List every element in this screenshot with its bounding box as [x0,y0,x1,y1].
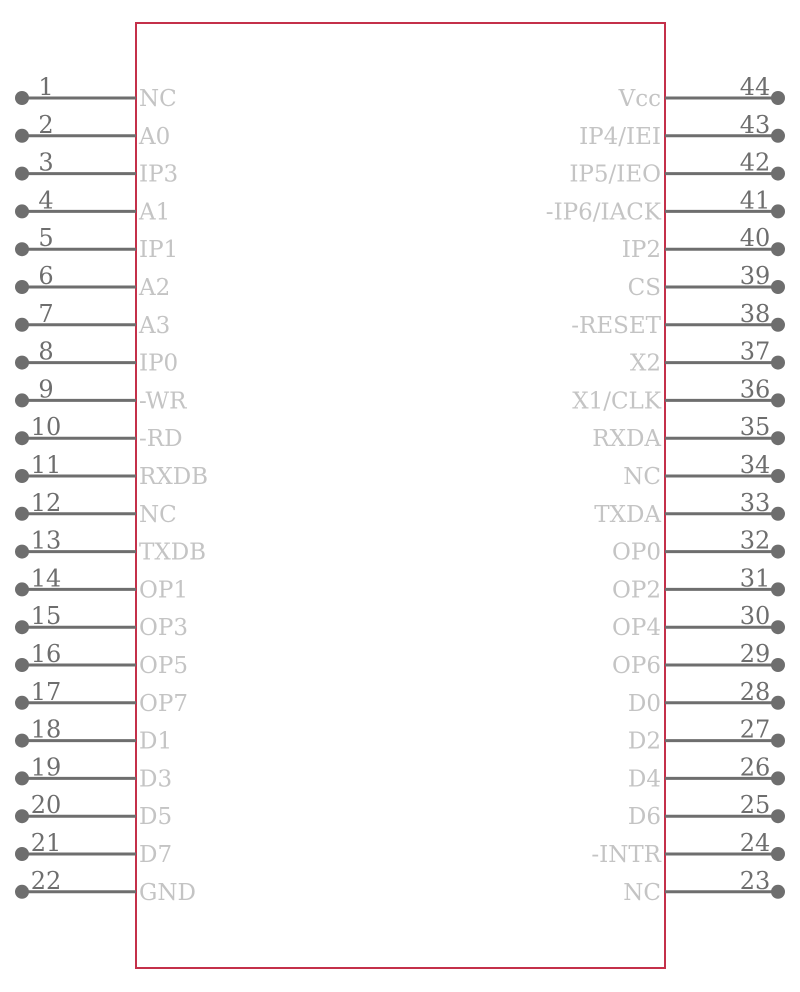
pin-29 [612,640,785,679]
pin-number: 11 [30,451,62,479]
pin-endpoint [15,431,29,445]
pin-name: IP1 [139,237,179,264]
pin-33 [594,489,785,528]
pin-endpoint [771,242,785,256]
pin-number: 3 [38,148,54,177]
pin-name: D3 [139,766,173,793]
pin-name: D4 [627,766,661,793]
pin-number: 31 [739,564,771,593]
pin-number: 41 [739,186,771,215]
pin-name: Vcc [618,86,661,112]
pin-name: -INTR [591,842,661,868]
pin-number: 1 [38,73,54,101]
pin-endpoint [15,167,29,181]
pin-14 [15,564,188,603]
pin-11 [15,451,208,490]
pin-name: D7 [139,842,173,868]
pin-endpoint [15,356,29,370]
pin-name: OP0 [612,539,661,566]
pin-endpoint [771,582,785,596]
pin-number: 28 [739,677,771,706]
pin-number: 2 [38,110,54,139]
pin-name: X2 [629,350,661,377]
pin-number: 27 [739,715,771,744]
pin-13 [15,527,206,566]
pin-name: NC [139,501,177,528]
pin-1 [15,73,177,112]
pin-number: 16 [30,640,62,668]
pin-16 [15,640,188,679]
pin-endpoint [15,809,29,823]
pin-number: 33 [739,488,771,517]
pin-name: NC [623,879,661,906]
pin-name: TXDB [139,539,207,566]
pin-name: OP5 [139,653,188,679]
pin-name: X1/CLK [572,388,661,415]
pin-3 [15,149,178,188]
pin-endpoint [15,318,29,332]
pin-name: TXDA [594,501,661,528]
pin-endpoint [15,734,29,748]
pin-27 [628,716,785,755]
pin-number: 17 [30,677,62,706]
pin-26 [628,753,785,792]
pin-name: RXDB [139,464,209,490]
pin-endpoint [771,847,785,861]
pin-name: IP0 [139,350,179,377]
pin-name: IP2 [621,237,661,264]
pin-endpoint [771,696,785,710]
pin-22 [15,867,196,906]
pin-number: 29 [739,640,771,668]
pin-number: 13 [30,526,62,555]
pin-42 [569,149,785,188]
pin-name: D2 [627,728,661,755]
pin-number: 26 [739,753,771,782]
pin-number: 44 [739,73,771,101]
pin-endpoint [771,280,785,294]
pin-number: 9 [38,375,54,404]
pin-name: OP3 [139,615,188,642]
pin-2 [15,111,170,150]
pin-name: IP5/IEO [569,161,661,188]
pin-endpoint [771,771,785,785]
pin-number: 12 [30,488,62,517]
pin-name: OP1 [139,577,188,604]
pin-endpoint [771,545,785,559]
pin-number: 4 [38,186,54,215]
pin-endpoint [15,620,29,634]
pin-10 [15,413,183,452]
pin-endpoint [15,582,29,596]
pin-endpoint [771,658,785,672]
pin-name: -IP6/IACK [545,199,661,226]
pin-name: OP2 [612,577,661,604]
pin-7 [15,300,170,339]
pin-name: D5 [139,804,173,831]
pin-name: D1 [139,728,173,755]
pin-name: D6 [627,804,661,831]
pin-19 [15,753,172,792]
left-pin-column [15,73,208,906]
pin-35 [592,413,785,452]
pin-number: 38 [739,299,771,328]
pin-number: 6 [38,262,54,290]
pin-28 [628,678,785,717]
pin-name: A0 [139,123,171,150]
pin-25 [628,791,785,830]
pin-15 [15,602,188,641]
pin-number: 37 [739,337,771,366]
pin-number: 22 [30,866,62,895]
pin-number: 5 [38,224,54,253]
pin-endpoint [771,809,785,823]
pin-name: A2 [139,275,171,301]
pin-number: 14 [30,564,62,593]
pin-endpoint [15,91,29,105]
pin-name: A1 [139,199,171,226]
pin-number: 10 [30,413,62,442]
pin-endpoint [15,847,29,861]
pin-number: 30 [739,602,771,631]
pin-name: OP6 [612,653,661,679]
pin-endpoint [15,469,29,483]
pin-number: 18 [30,715,62,744]
pin-44 [618,73,785,112]
pin-endpoint [15,885,29,899]
pin-number: 34 [739,451,771,479]
pin-name: RXDA [592,426,661,453]
pin-endpoint [771,431,785,445]
pin-20 [15,791,172,830]
pin-endpoint [771,167,785,181]
pin-name: -RD [139,426,183,453]
pin-name: A3 [139,312,171,339]
pin-endpoint [15,658,29,672]
pin-number: 42 [739,148,771,177]
pin-31 [612,564,785,603]
pin-number: 7 [38,299,54,328]
pin-39 [628,262,785,301]
pin-name: -WR [139,388,187,415]
pin-name: NC [139,86,177,112]
pin-endpoint [15,242,29,256]
pin-32 [612,527,785,566]
pin-endpoint [15,507,29,521]
pin-endpoint [771,91,785,105]
pin-37 [630,338,785,377]
pin-9 [15,375,187,414]
pin-endpoint [15,545,29,559]
pin-endpoint [771,204,785,218]
pin-endpoint [771,356,785,370]
pin-number: 20 [30,791,62,820]
pin-43 [579,111,785,150]
pin-number: 19 [30,753,62,782]
pin-number: 32 [739,526,771,555]
pin-endpoint [15,280,29,294]
pin-name: CS [627,275,661,301]
pin-endpoint [771,507,785,521]
pin-number: 25 [739,791,771,820]
pin-4 [15,186,170,225]
pin-endpoint [771,620,785,634]
pin-8 [15,338,178,377]
pin-number: 43 [739,110,771,139]
pin-endpoint [15,129,29,143]
pin-number: 39 [739,262,771,290]
pin-name: D0 [627,690,661,717]
pin-number: 23 [739,866,771,895]
pin-38 [571,300,785,339]
pin-endpoint [15,696,29,710]
pin-name: OP7 [139,690,188,717]
pin-number: 40 [739,224,771,253]
pin-name: OP4 [612,615,661,642]
pin-name: IP3 [139,161,179,188]
pin-30 [612,602,785,641]
pin-name: -RESET [571,312,661,339]
pin-name: NC [623,464,661,490]
pin-number: 21 [30,829,62,857]
pin-endpoint [771,393,785,407]
pin-endpoint [15,393,29,407]
pin-endpoint [771,734,785,748]
pin-name: GND [139,879,196,906]
pin-40 [622,224,785,263]
pin-34 [623,451,785,490]
pin-number: 24 [739,829,771,857]
pin-12 [15,489,177,528]
pin-number: 8 [38,337,54,366]
pin-36 [572,375,785,414]
pin-21 [15,829,172,868]
pin-endpoint [15,771,29,785]
pin-number: 15 [30,602,62,631]
pin-endpoint [15,204,29,218]
pin-name: IP4/IEI [579,123,661,150]
pin-23 [623,867,785,906]
pin-24 [591,829,785,868]
pin-endpoint [771,885,785,899]
pin-endpoint [771,469,785,483]
pin-endpoint [771,129,785,143]
pin-17 [15,678,188,717]
pin-6 [15,262,170,301]
pin-18 [15,716,172,755]
pin-number: 35 [739,413,771,442]
pin-5 [15,224,178,263]
pin-number: 36 [739,375,771,404]
pin-endpoint [771,318,785,332]
